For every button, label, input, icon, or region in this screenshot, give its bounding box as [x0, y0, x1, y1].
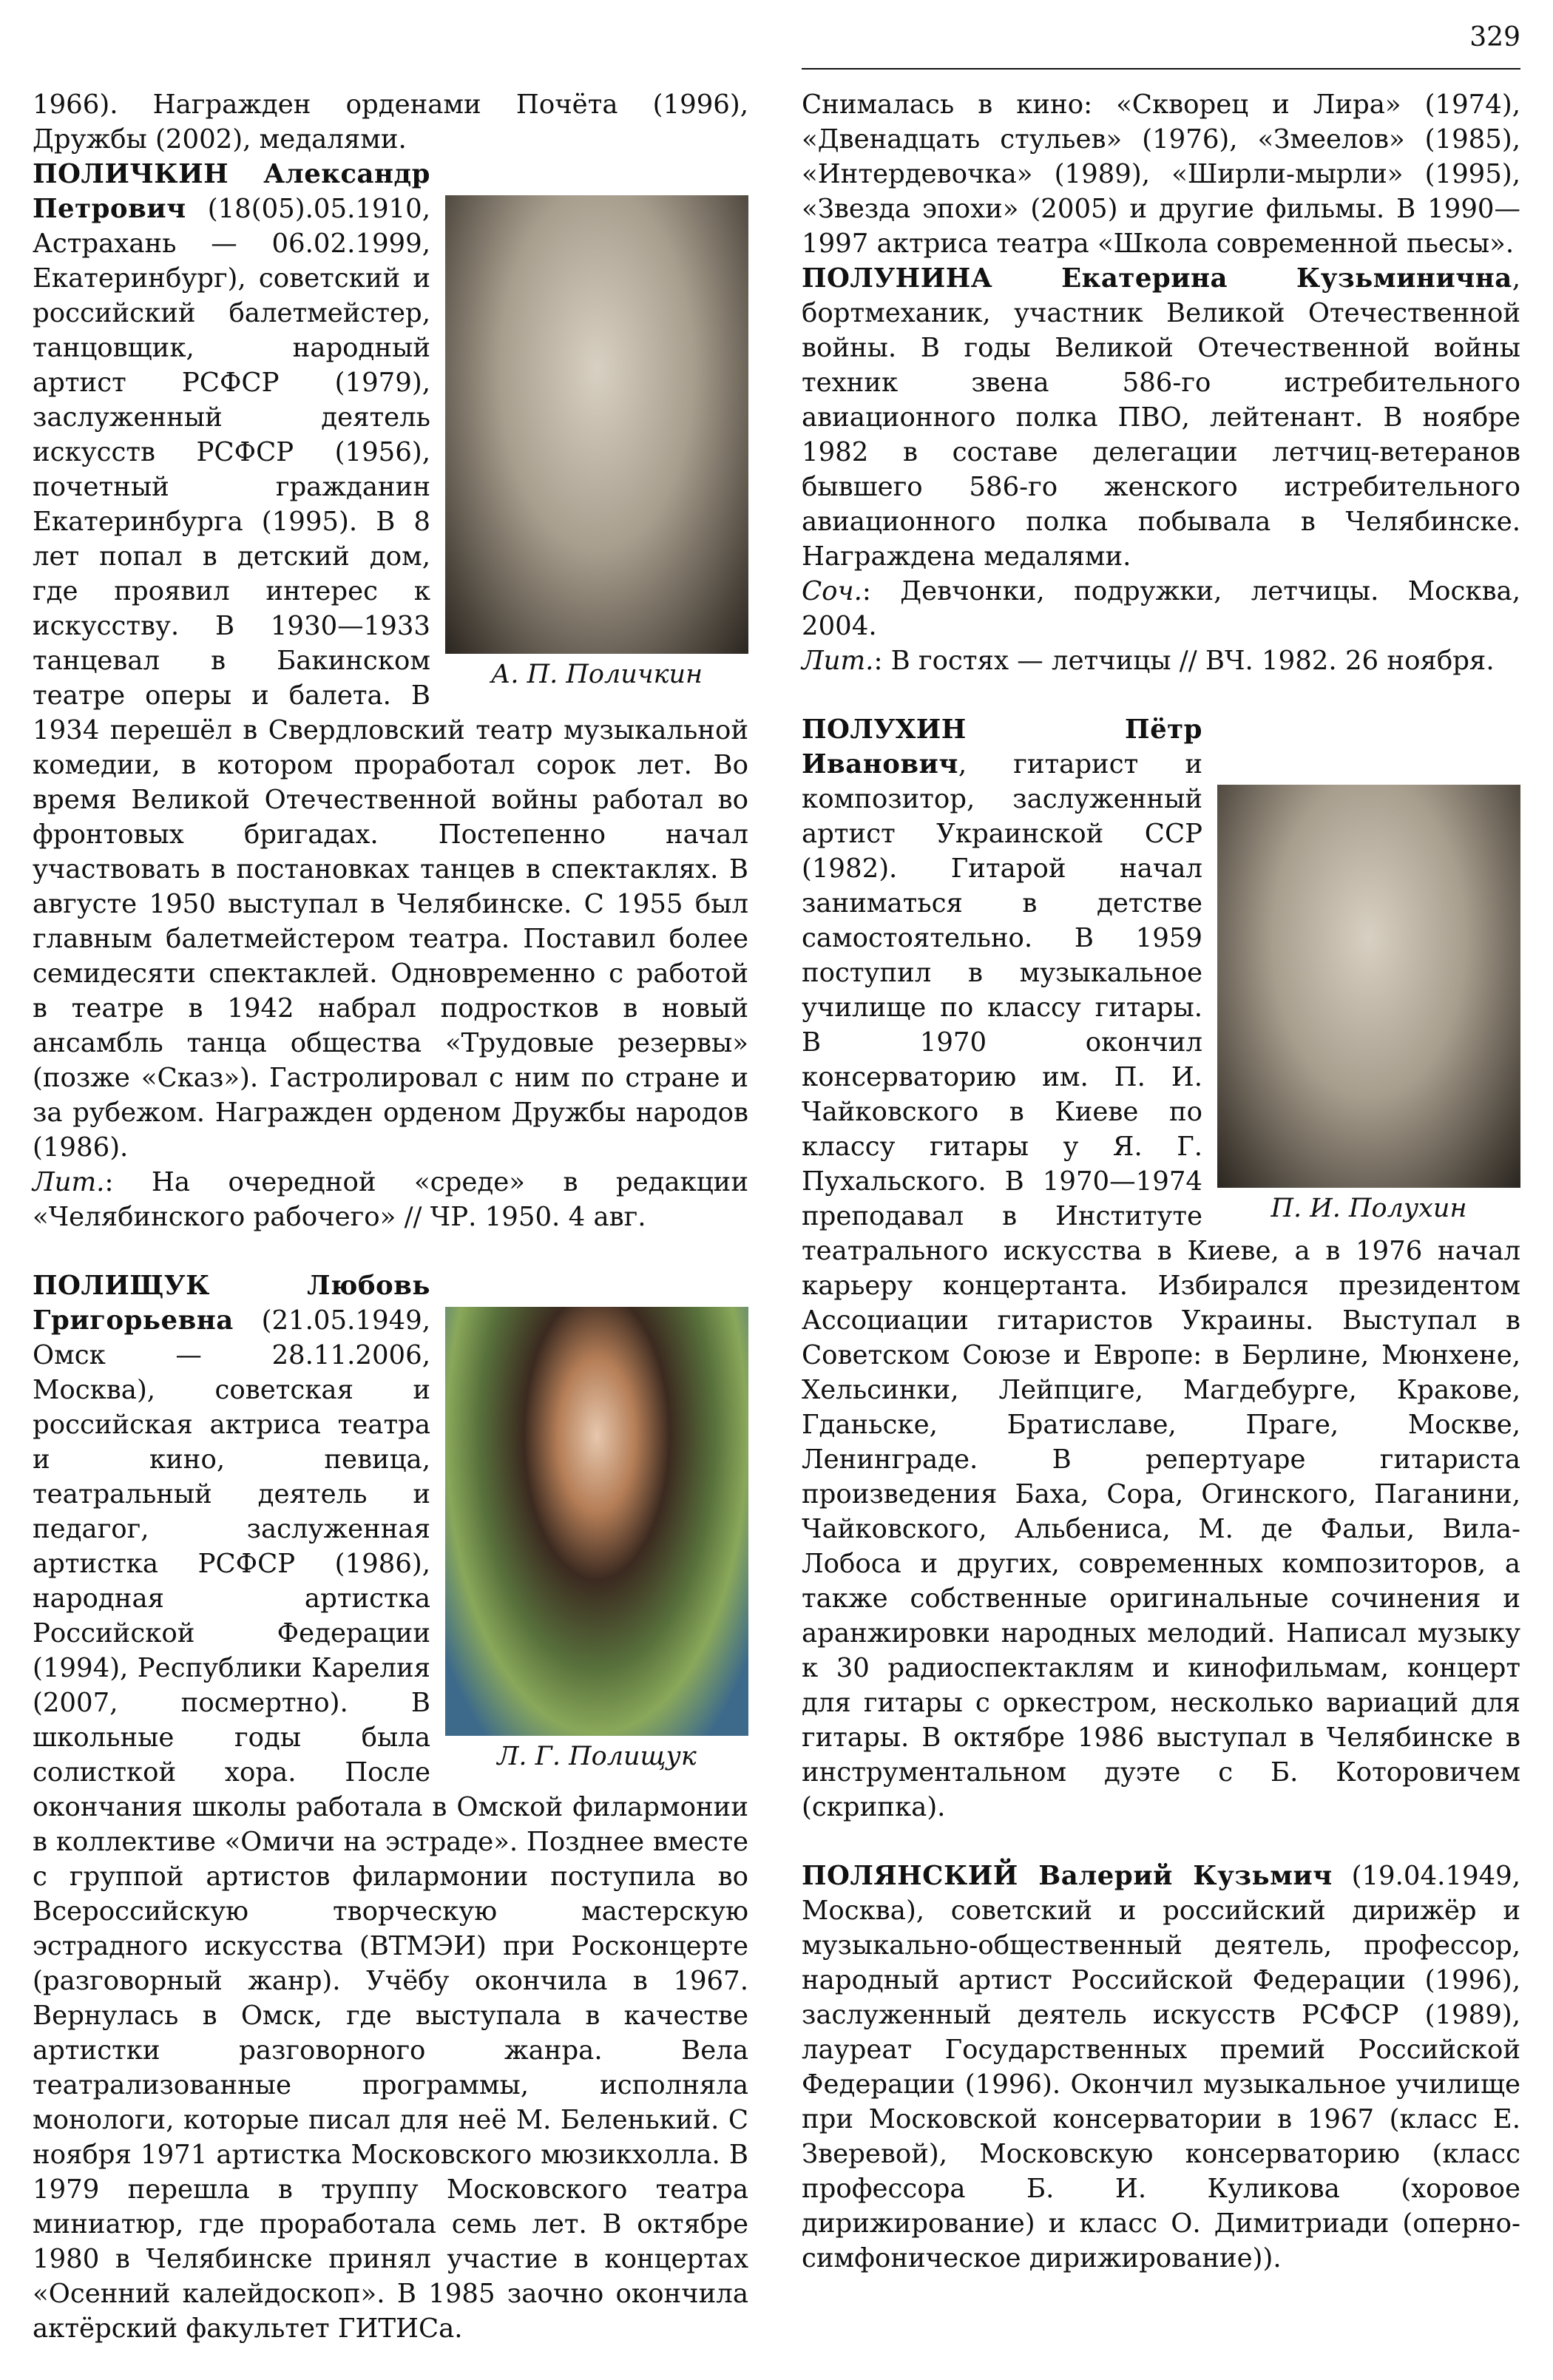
entry-text: (18(05).05.1910, Астрахань — 06.02.1999, Екатеринбург), советский и российский балетмейстер, танцовщик, народный артист РСФСР (1979), заслуженный деятель искусств РСФСР (1956), почетный гражданин Екатеринбурга (1995). В 8 лет попал в детский дом, где проявил интерес к искусству. В 1930—1933 танцевал в Бакинском театре оперы и балета. В 1934 перешёл в Свердловский театр музыкальной комедии, в котором проработал сорок лет. Во время Великой Отечественной войны работал во фронтовых бригадах. Постепенно начал участвовать в постановках танцев в спектаклях. В августе 1950 выступал в Челябинске. С 1955 был главным балетмейстером театра. Поставил более семидесяти спектаклей. Одновременно с работой в театре в 1942 набрал подростков в новый ансамбль танца общества «Трудовые резервы» (позже «Сказ»). Гастролировал с ним по стране и за рубежом. Награжден орденом Дружбы народов (1986).	[33, 194, 748, 1163]
continued-text: Снималась в кино: «Скворец и Лира» (1974), «Двенадцать стульев» (1976), «Змеелов» (1985), «Интердевочка» (1989), «Ширли-мырли» (1995), «Звезда эпохи» (2005) и другие фильмы. В 1990—1997 актриса театра «Школа современной пьесы».	[802, 89, 1520, 259]
lit-text: : В гостях — летчицы // ВЧ. 1982. 26 ноября.	[873, 646, 1495, 676]
lit-label: Лит.	[802, 646, 874, 676]
page-number: 329	[1469, 22, 1520, 53]
entry-name: ПОЛИЩУК Любовь Григорьевна	[33, 1271, 430, 1336]
entry-text: , бортмеханик, участник Великой Отечественной войны. В годы Великой Отечественной войны техник звена 586-го истребительного авиационного полка ПВО, лейтенант. В ноябре 1982 в составе делегации летчиц-ветеранов бывшего 586-го женского истребительного авиационного полка побывала в Челябинске. Награждена медалями.	[802, 263, 1520, 572]
portrait-photo-polukhin	[1217, 785, 1520, 1188]
header-rule	[802, 68, 1520, 70]
lit-label: Лит.	[33, 1167, 105, 1197]
caption-polichkin: А. П. Поличкин	[490, 660, 703, 689]
caption-polishchuk: Л. Г. Полищук	[497, 1742, 697, 1771]
entry-name: ПОЛУХИН Пётр Иванович	[802, 714, 1202, 780]
entry-polishchuk	[33, 1268, 748, 2346]
left-column	[33, 87, 748, 2380]
entry-name: ПОЛЯНСКИЙ Валерий Кузьмич	[802, 1861, 1333, 1891]
entry-text: , гитарист и композитор, заслуженный артист Украинской ССР (1982). Гитарой начал заниматься в детстве самостоятельно. В 1959 поступил в музыкальное училище по классу гитары. В 1970 окончил консерваторию им. П. И. Чайковского в Киеве по классу гитары у Я. Г. Пухальского. В 1970—1974 преподавал в Институте театрального искусства в Киеве, а в 1976 начал карьеру концертанта. Избирался президентом Ассоциации гитаристов Украины. Выступал в Советском Союзе и Европе: в Берлине, Мюнхене, Хельсинки, Лейпциге, Магдебурге, Кракове, Гданьске, Братиславе, Праге, Москве, Ленинграде. В репертуаре гитариста произведения Баха, Сора, Огинского, Паганини, Чайковского, Альбениса, М. де Фальи, Вила-Лобоса и других, современных композиторов, а также собственные оригинальные сочинения и аранжировки народных мелодий. Написал музыку к 30 радиоспектаклям и кинофильмам, концерт для гитары с оркестром, несколько вариаций для гитары. В октябре 1986 выступал в Челябинске в инструментальном дуэте с Б. Которовичем (скрипка).	[802, 749, 1520, 1822]
entry-text: (19.04.1949, Москва), советский и российский дирижёр и музыкально-общественный деятель, профессор, народный артист Российской Федерации (1996), заслуженный деятель искусств РСФСР (1989), лауреат Государственных премий Российской Федерации (1996). Окончил музыкальное училище при Московской консерватории в 1967 (класс Е. Зверевой), Московскую консерваторию (класс профессора Б. И. Куликова (хоровое дирижирование) и класс О. Димитриади (оперно-симфоническое дирижирование)).	[802, 1861, 1520, 2273]
portrait-photo-polishchuk	[445, 1307, 748, 1736]
figure-polukhin	[1217, 785, 1520, 1225]
lit-text: : На очередной «среде» в редакции «Челябинского рабочего» // ЧР. 1950. 4 авг.	[33, 1167, 748, 1232]
entry-polukhin	[802, 712, 1520, 1825]
caption-polukhin: П. И. Полухин	[1271, 1194, 1467, 1223]
entry-text: (21.05.1949, Омск — 28.11.2006, Москва), советская и российская актриса театра и кино, певица, театральный деятель и педагог, заслуженная артистка РСФСР (1986), народная артистка Российской Федерации (1994), Республики Карелия (2007, посмертно). В школьные годы была солисткой хора. После окончания школы работала в Омской филармонии в коллективе «Омичи на эстраде». Позднее вместе с группой артистов филармонии поступила во Всероссийскую творческую мастерскую эстрадного искусства (ВТМЭИ) при Росконцерте (разговорный жанр). Учёбу окончила в 1967. Вернулась в Омск, где выступала в качестве артистки разговорного жанра. Вела театрализованные программы, исполняла монологи, которые писал для неё М. Беленький. С ноября 1971 артистка Московского мюзикхолла. В 1979 перешла в труппу Московского театра миниатюр, где проработала семь лет. В октябре 1980 в Челябинске принял участие в концертах «Осенний калейдоскоп». В 1985 заочно окончила актёрский факультет ГИТИСа.	[33, 1305, 748, 2344]
figure-polichkin	[445, 195, 748, 691]
portrait-photo-polichkin	[445, 195, 748, 654]
entry-polichkin	[33, 157, 748, 1234]
right-column	[802, 87, 1520, 2310]
entry-polunina	[802, 261, 1520, 678]
entry-polyansky	[802, 1859, 1520, 2276]
continued-text: 1966). Награжден орденами Почёта (1996), Дружбы (2002), медалями.	[33, 89, 748, 155]
entry-name: ПОЛУНИНА Екатерина Кузьминична	[802, 263, 1512, 294]
entry-name: ПОЛИЧКИН Александр Петрович	[33, 159, 430, 224]
figure-polishchuk	[445, 1307, 748, 1773]
soch-text: : Девчонки, подружки, летчицы. Москва, 2004.	[802, 576, 1520, 641]
soch-label: Соч.	[802, 576, 862, 606]
